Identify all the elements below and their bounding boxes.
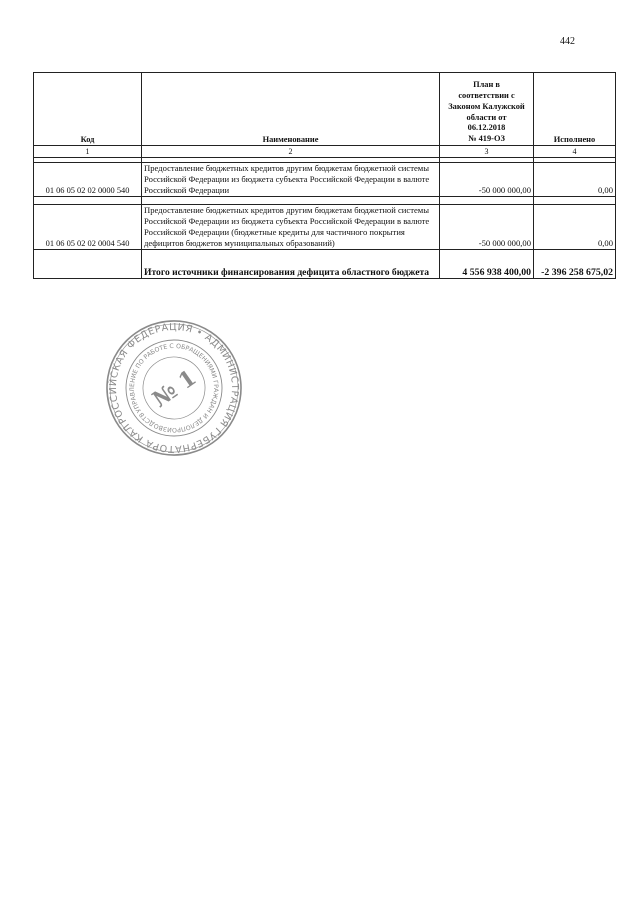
column-number: 4 [534, 146, 616, 158]
header-plan [440, 73, 534, 146]
row-plan: -50 000 000,00 [440, 163, 534, 197]
row-name: Предоставление бюджетных кредитов другим бюджетам бюджетной системы Российской Федерации из бюджета субъекта Российской Федерации в валюте Российской Федерации (бюджетные кредиты для частичного покрытия дефицитов бюджетов муниципальных образований) [142, 205, 440, 250]
seal-inner-text: УПРАВЛЕНИЕ ПО РАБОТЕ С ОБРАЩЕНИЯМИ ГРАЖДАН И ДЕЛОПРОИЗВОДСТВУ [128, 342, 220, 434]
column-number: 1 [34, 146, 142, 158]
header-plan-line: 06.12.2018 [467, 123, 506, 133]
total-row [34, 250, 616, 279]
page-number: 442 [560, 36, 575, 47]
row-plan: -50 000 000,00 [440, 205, 534, 250]
table-row [34, 163, 616, 197]
column-number: 3 [440, 146, 534, 158]
column-number: 2 [142, 146, 440, 158]
official-seal-stamp [104, 318, 244, 458]
seal-outer-text: РОССИЙСКАЯ ФЕДЕРАЦИЯ • АДМИНИСТРАЦИЯ ГУБЕРНАТОРА КАЛУЖСКОЙ [107, 321, 241, 455]
header-name: Наименование [142, 73, 440, 146]
budget-sources-table [33, 72, 616, 279]
seal-number: № 1 [147, 364, 202, 413]
total-name: Итого источники финансирования дефицита областного бюджета [142, 250, 440, 279]
header-row [34, 73, 616, 146]
header-plan-line: соответствии с [458, 91, 515, 101]
row-code: 01 06 05 02 02 0000 540 [34, 163, 142, 197]
header-plan-line: области от [466, 112, 507, 122]
header-executed: Исполнено [534, 73, 616, 146]
header-plan-line: План в [473, 80, 500, 90]
total-executed: -2 396 258 675,02 [534, 250, 616, 279]
seal-ink [104, 318, 244, 458]
total-code [34, 250, 142, 279]
row-executed: 0,00 [534, 163, 616, 197]
header-code: Код [34, 73, 142, 146]
total-plan: 4 556 938 400,00 [440, 250, 534, 279]
header-plan-line: № 419-ОЗ [468, 134, 505, 144]
spacer-row [34, 197, 616, 205]
row-name: Предоставление бюджетных кредитов другим бюджетам бюджетной системы Российской Федерации из бюджета субъекта Российской Федерации в валюте Российской Федерации [142, 163, 440, 197]
header-plan-line: Законом Калужской [448, 101, 525, 111]
column-number-row [34, 146, 616, 158]
row-executed: 0,00 [534, 205, 616, 250]
row-code: 01 06 05 02 02 0004 540 [34, 205, 142, 250]
table-row [34, 205, 616, 250]
